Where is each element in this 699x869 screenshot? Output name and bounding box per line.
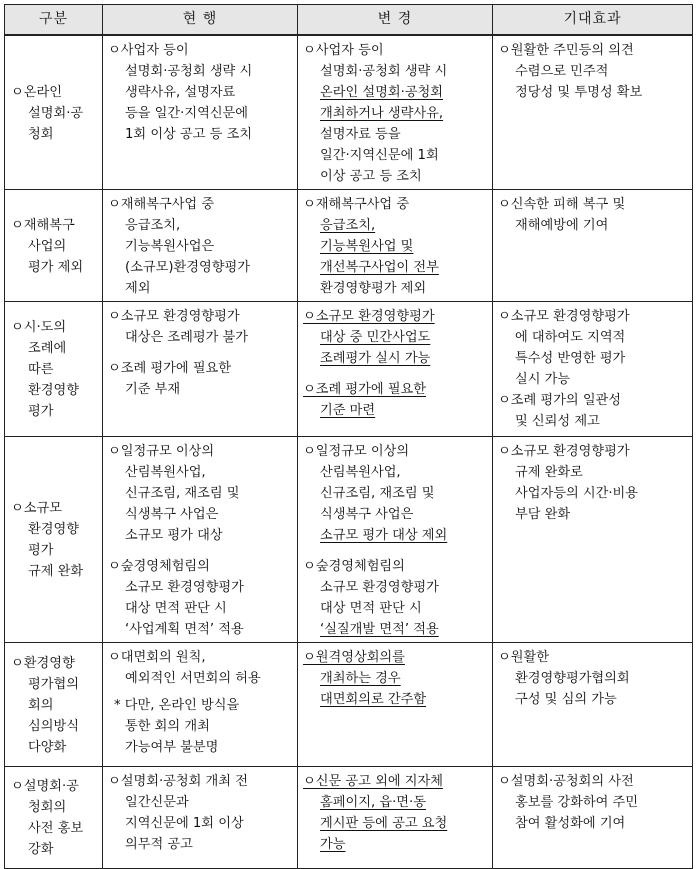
category-line: 청회: [28, 126, 54, 142]
category-line: 사업의: [28, 238, 67, 254]
text-line: 응급조치,: [320, 217, 376, 233]
category-line: 평가: [28, 543, 54, 558]
effect-cell: [493, 301, 693, 436]
header-row: [5, 5, 693, 35]
table-row: [5, 436, 693, 642]
text-line: 에 대하여도 지역적: [515, 329, 626, 345]
text-line: ㅇ소규모 환경영향평가: [498, 308, 630, 324]
category-line: 사전 홍보: [28, 821, 84, 836]
text-line: 산림복원사업,: [320, 464, 401, 480]
text-line: ‘실질개발 면적’ 적용: [320, 621, 439, 637]
text-line: 등을 일간·지역신문에: [125, 105, 249, 121]
text-line: 이상 공고 등 조치: [320, 168, 422, 184]
category-line: ㅇ재해복구: [11, 217, 75, 233]
text-line: 가능: [320, 836, 346, 852]
text-line: 일간신문과: [125, 794, 189, 810]
text-line: 기능복원사업 및: [320, 238, 414, 254]
text-line: 설명회·공청회 생략 시: [320, 63, 448, 79]
category-line: 강화: [28, 842, 54, 857]
table-row: [5, 35, 693, 190]
text-line: 재해예방에 기여: [515, 217, 609, 233]
category-line: 심의방식: [28, 718, 79, 734]
text-line: ㅇ설명회·공청회 개최 전: [108, 773, 248, 789]
text-line: ㅇ대면회의 원칙,: [108, 649, 206, 665]
text-line: 홍보를 강화하여 주민: [515, 794, 639, 810]
text-line: ㅇ원격영상회의를: [303, 649, 405, 665]
text-line: 수렴으로 민주적: [515, 63, 609, 79]
category-line: 평가 제외: [28, 259, 84, 275]
current-cell: [103, 301, 298, 436]
effect-cell: [493, 35, 693, 190]
text-line: 개선복구사업이 전부: [320, 259, 439, 275]
text-line: 신규조림, 재조림 및: [320, 485, 435, 501]
text-line: 실시 가능: [515, 371, 571, 387]
text-line: 응급조치,: [125, 217, 181, 233]
text-line: 대상 면적 판단 시: [125, 600, 227, 616]
text-line: 신규조림, 재조림 및: [125, 485, 240, 501]
category-line: 다양화: [28, 739, 67, 755]
text-line: ㅇ조례 평가의 일관성: [498, 392, 622, 408]
category-line: ㅇ시·도의: [11, 320, 67, 335]
text-line: 식생복구 사업은: [320, 506, 414, 522]
change-cell: [298, 436, 493, 642]
text-line: 대상 중 민간사업도: [320, 329, 431, 345]
change-cell: [298, 189, 493, 301]
text-line: 개최하는 경우: [320, 670, 401, 686]
text-line: ㅇ재해복구사업 중: [303, 196, 410, 212]
text-line: ‘사업계획 면적’ 적용: [125, 621, 244, 637]
text-line: 소규모 평가 대상: [125, 527, 223, 543]
text-line: ㅇ소규모 환경영향평가: [303, 308, 435, 324]
text-line: 일간·지역신문에 1회: [320, 147, 439, 163]
text-line: 생략사유, 설명자료: [125, 84, 236, 100]
text-line: 특수성 반영한 평가: [515, 350, 626, 366]
text-line: 1회 이상 공고 등 조치: [125, 126, 253, 142]
category-line: 조례에: [28, 341, 67, 356]
text-line: ㅇ신문 공고 외에 지자체: [303, 773, 443, 789]
category-line: 회의: [28, 697, 54, 713]
text-line: 지역신문에 1회 이상: [125, 815, 244, 831]
text-line: 홈페이지, 읍·면·동: [320, 794, 426, 810]
comparison-table: [4, 4, 693, 869]
text-line: 소규모 환경영향평가: [125, 579, 244, 595]
current-cell: [103, 436, 298, 642]
text-line: 설명회·공청회 생략 시: [125, 63, 253, 79]
category-line: 평가협의: [28, 676, 79, 692]
category-line: 환경영향: [28, 383, 79, 398]
text-line: ㅇ재해복구사업 중: [108, 196, 215, 212]
category-line: 평가: [28, 404, 54, 419]
header-effect: 기대효과: [493, 5, 693, 35]
text-line: ㅇ사업자 등이: [303, 42, 384, 58]
category-line: 청회의: [28, 800, 67, 815]
text-line: 온라인 설명회·공청회: [320, 84, 444, 100]
category-cell: [5, 766, 103, 868]
note-line: * 다만, 온라인 방식을: [114, 697, 240, 713]
text-line: 소규모 환경영향평가: [320, 579, 439, 595]
text-line: 조례평가 실시 가능: [320, 350, 431, 366]
table-row: [5, 189, 693, 301]
current-cell: [103, 35, 298, 190]
change-cell: [298, 301, 493, 436]
text-line: ㅇ숲경영체험림의: [303, 558, 405, 574]
note-line: 통한 회의 개최: [125, 718, 210, 734]
text-line: 식생복구 사업은: [125, 506, 219, 522]
text-line: 부담 완화: [515, 506, 571, 522]
text-line: 게시판 등에 공고 요청: [320, 815, 448, 831]
category-line: 따른: [28, 362, 54, 377]
text-line: 산림복원사업,: [125, 464, 206, 480]
category-cell: [5, 35, 103, 190]
text-line: 예외적인 서면회의 허용: [125, 670, 261, 686]
category-line: ㅇ환경영향: [11, 655, 75, 671]
text-line: ㅇ소규모 환경영향평가: [498, 443, 630, 459]
header-current: 현 행: [103, 5, 298, 35]
category-line: 환경영향: [28, 522, 79, 537]
text-line: 규제 완화로: [515, 464, 583, 480]
current-cell: [103, 189, 298, 301]
text-line: ㅇ원활한 주민등의 의견: [498, 42, 634, 58]
text-line: 기능복원사업은: [125, 238, 215, 254]
text-line: ㅇ사업자 등이: [108, 42, 189, 58]
note-line: 가능여부 불분명: [125, 739, 219, 755]
text-line: 정당성 및 투명성 확보: [515, 84, 643, 100]
change-cell: [298, 642, 493, 766]
current-cell: [103, 766, 298, 868]
text-line: 환경영향평가협의회: [515, 670, 630, 686]
text-line: ㅇ일정규모 이상의: [108, 443, 215, 459]
text-line: 및 신뢰성 제고: [515, 413, 600, 429]
category-cell: [5, 301, 103, 436]
effect-cell: [493, 642, 693, 766]
effect-cell: [493, 766, 693, 868]
effect-cell: [493, 189, 693, 301]
category-cell: [5, 642, 103, 766]
header-change: 변 경: [298, 5, 493, 35]
text-line: ㅇ일정규모 이상의: [303, 443, 410, 459]
table-row: [5, 766, 693, 868]
text-line: 설명자료 등을: [320, 126, 401, 142]
text-line: 대면회의로 간주함: [320, 691, 427, 707]
text-line: 대상 면적 판단 시: [320, 600, 422, 616]
text-line: 개최하거나 생략사유,: [320, 105, 444, 121]
change-cell: [298, 35, 493, 190]
text-line: ㅇ숲경영체험림의: [108, 558, 210, 574]
text-line: ㅇ신속한 피해 복구 및: [498, 196, 626, 212]
text-line: 소규모 평가 대상 제외: [320, 527, 448, 543]
current-cell: [103, 642, 298, 766]
text-line: ㅇ원활한: [498, 649, 549, 665]
header-category: 구분: [5, 5, 103, 35]
text-line: ㅇ조례 평가에 필요한: [108, 360, 232, 376]
category-line: ㅇ설명회·공: [11, 779, 79, 794]
text-line: 기준 마련: [320, 402, 376, 418]
category-cell: [5, 436, 103, 642]
text-line: 사업자등의 시간·비용: [515, 485, 639, 501]
text-line: 의무적 공고: [125, 836, 193, 852]
text-line: 참여 활성화에 기여: [515, 815, 626, 831]
effect-cell: [493, 436, 693, 642]
text-line: ㅇ소규모 환경영향평가: [108, 308, 240, 324]
table-row: [5, 301, 693, 436]
text-line: 제외: [125, 280, 151, 296]
category-line: 설명회·공: [28, 105, 84, 121]
text-line: 구성 및 심의 가능: [515, 691, 617, 707]
text-line: ㅇ설명회·공청회의 사전: [498, 773, 634, 789]
category-line: ㅇ소규모: [11, 501, 62, 516]
text-line: 대상은 조례평가 불가: [125, 329, 249, 345]
text-line: (소규모)환경영향평가: [125, 259, 250, 275]
category-line: 규제 완화: [28, 564, 84, 579]
text-line: ㅇ조례 평가에 필요한: [303, 381, 427, 397]
change-cell: [298, 766, 493, 868]
category-line: ㅇ온라인: [11, 84, 62, 100]
text-line: 환경영향평가 제외: [320, 280, 427, 296]
category-cell: [5, 189, 103, 301]
text-line: 기준 부재: [125, 381, 181, 397]
table-row: [5, 642, 693, 766]
